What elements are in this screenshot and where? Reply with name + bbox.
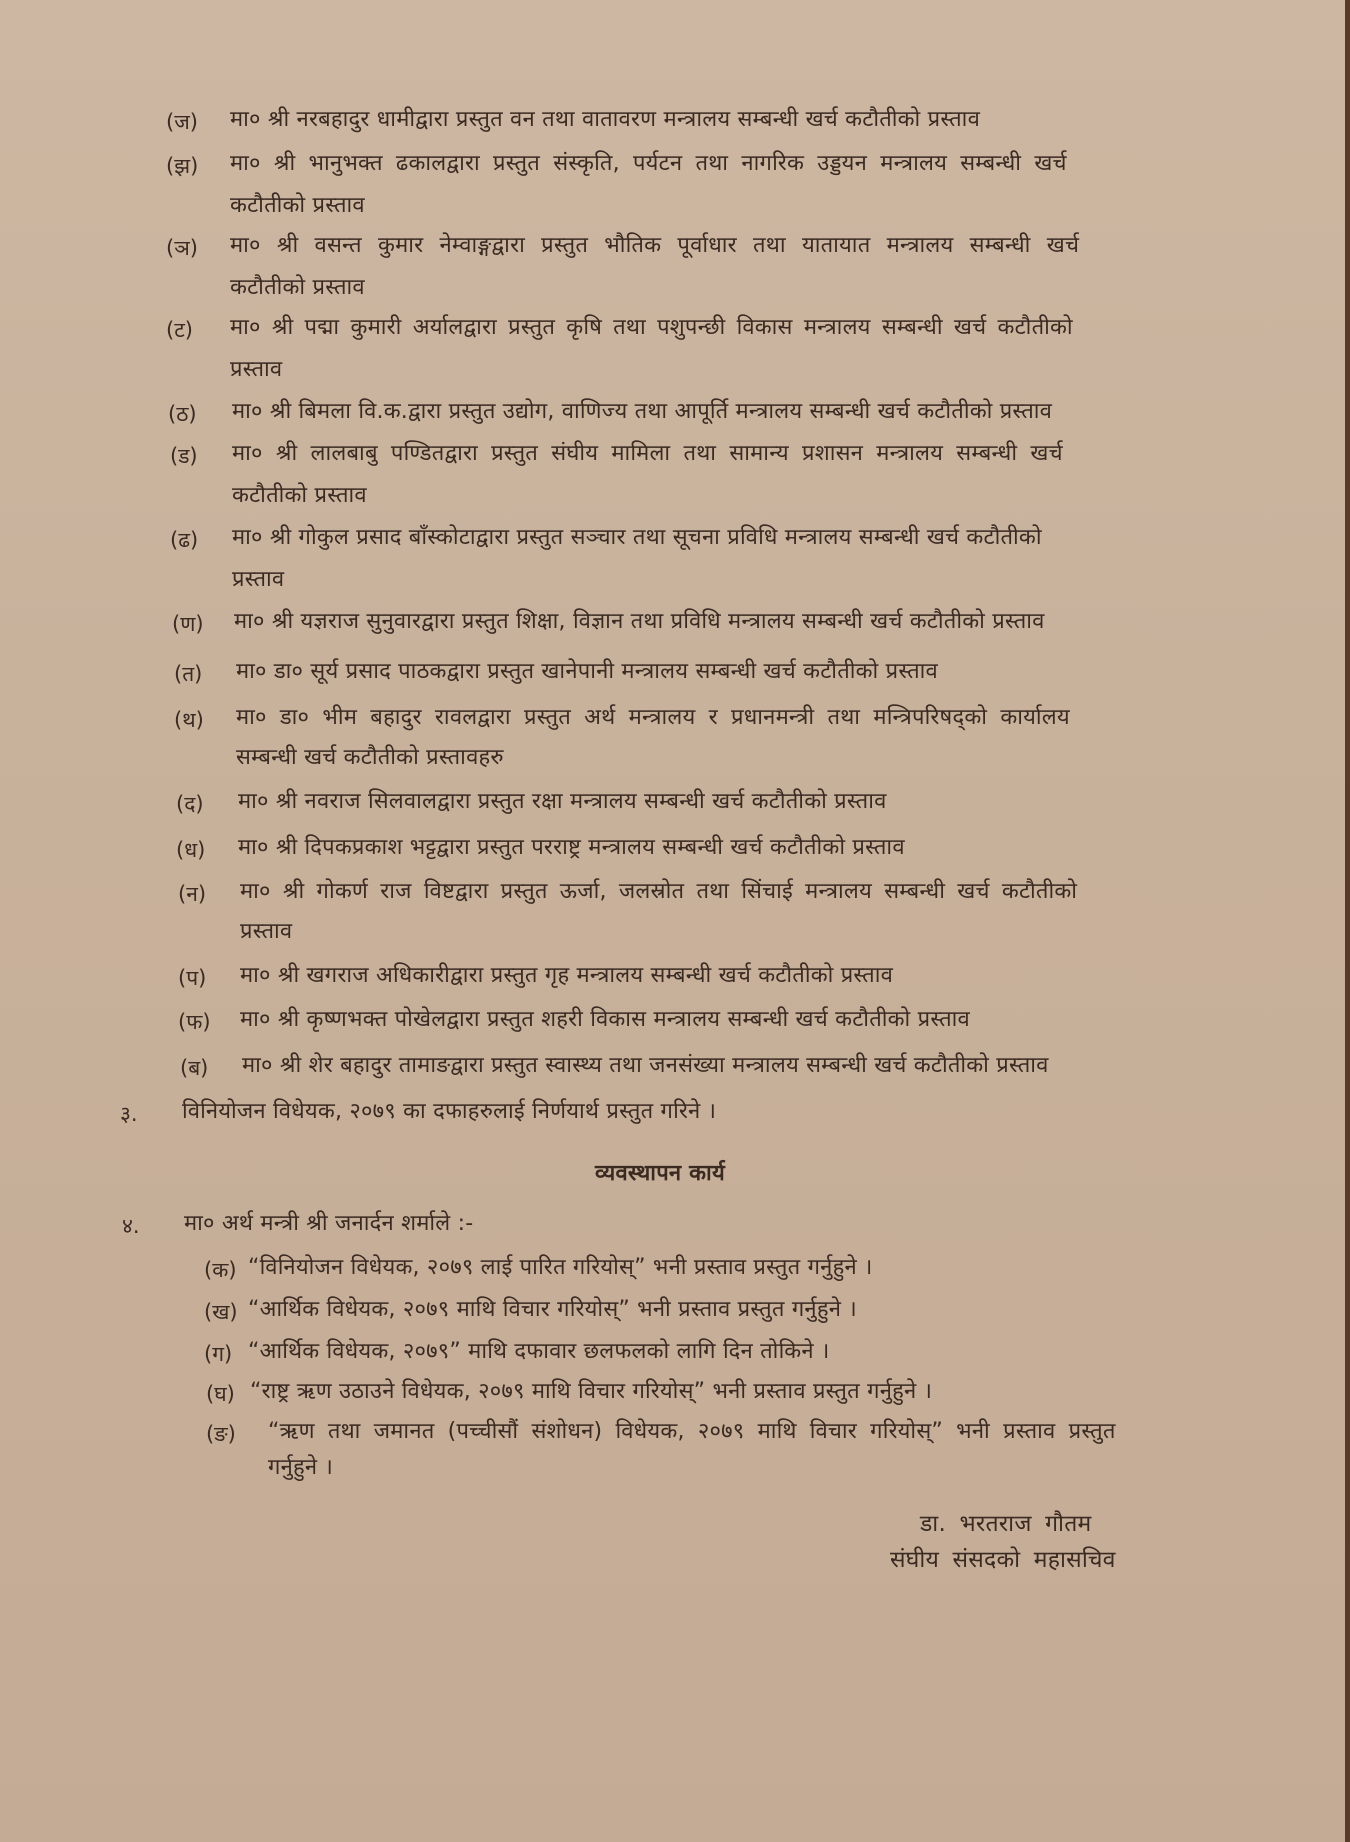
item-text: मा० श्री नरबहादुर धामीद्वारा प्रस्तुत वन तथा वातावरण मन्त्रालय सम्बन्धी खर्च कटौतीको प्रस्ताव bbox=[230, 107, 980, 132]
item-label: (क) bbox=[204, 1258, 237, 1282]
item-label: (ग) bbox=[204, 1342, 233, 1366]
item-label: (त) bbox=[174, 662, 203, 686]
item-text-cont: प्रस्ताव bbox=[230, 357, 283, 382]
item-text: मा० डा० सूर्य प्रसाद पाठकद्वारा प्रस्तुत खानेपानी मन्त्रालय सम्बन्धी खर्च कटौतीको प्रस्ताव bbox=[236, 659, 938, 684]
item-label: (प) bbox=[178, 966, 207, 990]
item-text-cont: सम्बन्धी खर्च कटौतीको प्रस्तावहरु bbox=[236, 745, 504, 770]
item-text: “विनियोजन विधेयक, २०७९ लाई पारित गरियोस्” भनी प्रस्ताव प्रस्तुत गर्नुहुने । bbox=[248, 1255, 873, 1280]
item-text: मा० श्री बिमला वि.क.द्वारा प्रस्तुत उद्योग, वाणिज्य तथा आपूर्ति मन्त्रालय सम्बन्धी खर्च कटौतीको प्रस्ताव bbox=[232, 399, 1053, 424]
item-text: मा० श्री गोकर्ण राज विष्टद्वारा प्रस्तुत ऊर्जा, जलस्रोत तथा सिंचाई मन्त्रालय सम्बन्धी खर्च कटौतीको bbox=[240, 879, 1078, 904]
item-text: “आर्थिक विधेयक, २०७९ माथि विचार गरियोस्” भनी प्रस्ताव प्रस्तुत गर्नुहुने । bbox=[248, 1297, 857, 1322]
item-text: मा० अर्थ मन्त्री श्री जनार्दन शर्माले :- bbox=[184, 1211, 474, 1236]
item-text: मा० श्री पद्मा कुमारी अर्यालद्वारा प्रस्तुत कृषि तथा पशुपन्छी विकास मन्त्रालय सम्बन्धी खर्च कटौतीको bbox=[230, 315, 1073, 340]
item-label: (ण) bbox=[172, 612, 204, 636]
item-label: (न) bbox=[178, 882, 207, 906]
item-label: (ङ) bbox=[206, 1422, 236, 1446]
item-text: मा० श्री कृष्णभक्त पोखेलद्वारा प्रस्तुत शहरी विकास मन्त्रालय सम्बन्धी खर्च कटौतीको प्रस्ताव bbox=[240, 1007, 970, 1032]
item-text: मा० श्री खगराज अधिकारीद्वारा प्रस्तुत गृह मन्त्रालय सम्बन्धी खर्च कटौतीको प्रस्ताव bbox=[240, 963, 894, 988]
item-label: (ढ) bbox=[170, 528, 199, 552]
item-label: (ट) bbox=[166, 318, 193, 342]
item-text-cont: कटौतीको प्रस्ताव bbox=[232, 483, 367, 508]
item-label: (द) bbox=[176, 792, 204, 816]
item-text: मा० श्री यज्ञराज सुनुवारद्वारा प्रस्तुत शिक्षा, विज्ञान तथा प्रविधि मन्त्रालय सम्बन्धी खर्च कटौतीको प्रस्ताव bbox=[234, 609, 1045, 634]
item-text: “राष्ट्र ऋण उठाउने विधेयक, २०७९ माथि विचार गरियोस्” भनी प्रस्ताव प्रस्तुत गर्नुहुने । bbox=[250, 1379, 933, 1404]
item-label: (थ) bbox=[174, 708, 204, 732]
item-text: “ऋण तथा जमानत (पच्चीसौं संशोधन) विधेयक, २०७९ माथि विचार गरियोस्” भनी प्रस्ताव प्रस्तुत bbox=[268, 1419, 1116, 1444]
item-label: (ञ) bbox=[166, 236, 198, 260]
signatory-name: डा. भरतराज गौतम bbox=[920, 1511, 1092, 1537]
item-text: मा० श्री लालबाबु पण्डितद्वारा प्रस्तुत संघीय मामिला तथा सामान्य प्रशासन मन्त्रालय सम्बन्धी खर्च bbox=[232, 441, 1063, 466]
item-label: (ठ) bbox=[168, 402, 197, 426]
item-label: (ज) bbox=[166, 110, 198, 134]
item-text: मा० श्री वसन्त कुमार नेम्वाङ्गद्वारा प्रस्तुत भौतिक पूर्वाधार तथा यातायात मन्त्रालय सम्बन्धी खर्च bbox=[230, 233, 1080, 258]
item-label: (झ) bbox=[166, 154, 199, 178]
item-text-cont: प्रस्ताव bbox=[232, 567, 285, 592]
item-label: (फ) bbox=[178, 1010, 211, 1034]
item-text: मा० श्री दिपकप्रकाश भट्टद्वारा प्रस्तुत परराष्ट्र मन्त्रालय सम्बन्धी खर्च कटौतीको प्रस्ताव bbox=[238, 835, 905, 860]
item-number: ४. bbox=[122, 1214, 140, 1238]
item-label: (ख) bbox=[204, 1300, 238, 1324]
signatory-title: संघीय संसदको महासचिव bbox=[890, 1547, 1116, 1573]
item-number: ३. bbox=[120, 1102, 138, 1126]
item-text: मा० श्री गोकुल प्रसाद बाँस्कोटाद्वारा प्रस्तुत सञ्चार तथा सूचना प्रविधि मन्त्रालय सम्बन्धी खर्च कटौतीको bbox=[232, 525, 1042, 550]
item-text: मा० डा० भीम बहादुर रावलद्वारा प्रस्तुत अर्थ मन्त्रालय र प्रधानमन्त्री तथा मन्त्रिपरिषद्को कार्यालय bbox=[236, 705, 1070, 730]
item-text-cont: कटौतीको प्रस्ताव bbox=[230, 275, 365, 300]
item-label: (घ) bbox=[206, 1382, 235, 1406]
item-text: “आर्थिक विधेयक, २०७९” माथि दफावार छलफलको लागि दिन तोकिने । bbox=[248, 1339, 830, 1364]
item-label: (ड) bbox=[170, 444, 198, 468]
item-label: (ब) bbox=[180, 1056, 209, 1080]
paper-edge bbox=[1345, 0, 1350, 1842]
item-text-cont: कटौतीको प्रस्ताव bbox=[230, 193, 365, 218]
item-text: मा० श्री नवराज सिलवालद्वारा प्रस्तुत रक्षा मन्त्रालय सम्बन्धी खर्च कटौतीको प्रस्ताव bbox=[238, 789, 887, 814]
item-text-cont: गर्नुहुने । bbox=[268, 1455, 334, 1480]
item-label: (ध) bbox=[176, 838, 206, 862]
item-text: मा० श्री भानुभक्त ढकालद्वारा प्रस्तुत संस्कृति, पर्यटन तथा नागरिक उड्डयन मन्त्रालय सम्बन्धी खर्च bbox=[230, 151, 1067, 176]
item-text-cont: प्रस्ताव bbox=[240, 919, 293, 944]
section-heading: व्यवस्थापन कार्य bbox=[595, 1161, 725, 1186]
item-text: विनियोजन विधेयक, २०७९ का दफाहरुलाई निर्णयार्थ प्रस्तुत गरिने । bbox=[182, 1099, 717, 1124]
item-text: मा० श्री शेर बहादुर तामाङद्वारा प्रस्तुत स्वास्थ्य तथा जनसंख्या मन्त्रालय सम्बन्धी खर्च कटौतीको प्रस्ताव bbox=[242, 1053, 1049, 1078]
